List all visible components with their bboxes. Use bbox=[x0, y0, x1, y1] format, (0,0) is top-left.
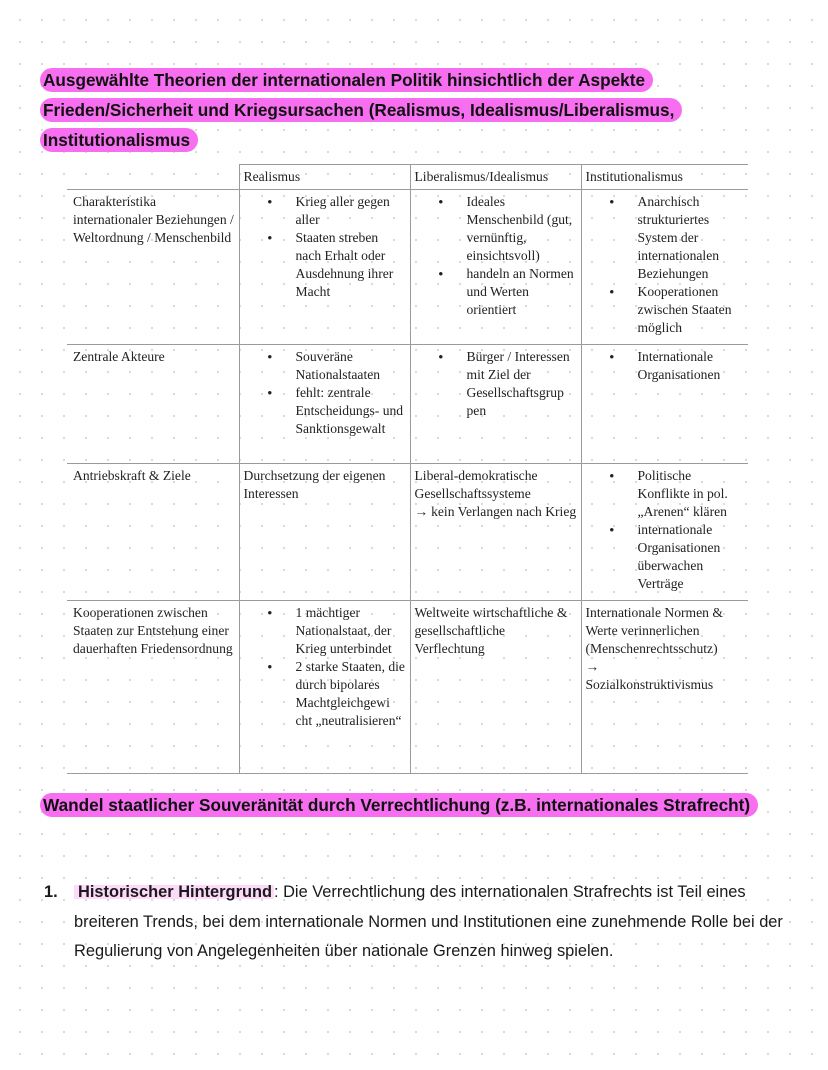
cell-text: Internationale Normen & Werte verinnerlichen (Menschenrechtsschutz) bbox=[585, 605, 723, 656]
theories-table bbox=[67, 164, 748, 774]
table-row bbox=[67, 464, 748, 601]
paragraph-text: : Die Verrechtlichung des internationalen Strafrechts ist Teil eines breiteren Trends, bei dem internationale Normen und Institutionen eine zunehmende Rolle bei der Regulierung von Angelegenheiten über nationale Grenzen hinweg spielen. bbox=[74, 883, 783, 960]
list-item: • Kooperationen zwischen Staaten möglich bbox=[586, 283, 746, 337]
cell-arrow-line bbox=[415, 503, 578, 521]
cell-realismus bbox=[239, 190, 410, 345]
arrow-icon: → bbox=[585, 659, 600, 674]
table-row bbox=[67, 601, 748, 774]
header-institutionalismus: Institutionalismus bbox=[581, 165, 748, 190]
numbered-paragraph bbox=[40, 878, 800, 967]
cell-liberalismus bbox=[410, 345, 581, 464]
cell-liberalismus: Weltweite wirtschaftliche & gesellschaftliche Verflechtung bbox=[410, 601, 581, 774]
list-item: • Souveräne Nationalstaaten bbox=[244, 348, 407, 384]
paragraph-label: Historischer Hintergrund bbox=[74, 883, 274, 901]
cell-realismus bbox=[239, 345, 410, 464]
paragraph-body bbox=[74, 878, 800, 967]
list-item: • 1 mächtiger Nationalstaat, der Krieg unterbindet bbox=[244, 604, 407, 658]
heading-highlight: Ausgewählte Theorien der internationalen Politik hinsichtlich der Aspekte Frieden/Sicherheit und Kriegsursachen (Realismus, Idealismus/Liberalismus, Institutionalismus bbox=[40, 68, 682, 152]
row-label: Antriebskraft & Ziele bbox=[67, 464, 239, 601]
cell-text: kein Verlangen nach Krieg bbox=[431, 504, 577, 519]
section-heading-souveraenitaet bbox=[40, 791, 792, 821]
section-heading-theories bbox=[40, 66, 792, 156]
header-realismus: Realismus bbox=[239, 165, 410, 190]
cell-text: Sozialkonstruktivismus bbox=[585, 677, 714, 692]
list-item: • internationale Organisationen überwachen Verträge bbox=[586, 521, 746, 593]
row-label: Kooperationen zwischen Staaten zur Entstehung einer dauerhaften Friedensordnung bbox=[67, 601, 239, 774]
list-number: 1. bbox=[44, 883, 58, 901]
list-item: • fehlt: zentrale Entscheidungs- und Sanktionsgewalt bbox=[244, 384, 407, 438]
cell-realismus bbox=[239, 601, 410, 774]
heading-highlight: Wandel staatlicher Souveränität durch Verrechtlichung (z.B. internationales Strafrecht) bbox=[40, 793, 758, 817]
header-liberalismus: Liberalismus/Idealismus bbox=[410, 165, 581, 190]
list-item: • Politische Konflikte in pol. „Arenen“ klären bbox=[586, 467, 746, 521]
cell-institutionalismus bbox=[581, 464, 748, 601]
cell-institutionalismus bbox=[581, 345, 748, 464]
cell-liberalismus bbox=[410, 464, 581, 601]
cell-institutionalismus bbox=[581, 190, 748, 345]
table-row bbox=[67, 345, 748, 464]
cell-liberalismus bbox=[410, 190, 581, 345]
arrow-icon: → bbox=[414, 504, 429, 519]
cell-institutionalismus bbox=[581, 601, 748, 774]
cell-text: Liberal-demokratische Gesellschaftssysteme bbox=[414, 468, 538, 501]
list-item: • Staaten streben nach Erhalt oder Ausdehnung ihrer Macht bbox=[244, 229, 407, 301]
list-item: • handeln an Normen und Werten orientiert bbox=[415, 265, 578, 319]
header-empty-cell bbox=[67, 165, 239, 190]
list-item: • Krieg aller gegen aller bbox=[244, 193, 407, 229]
row-label: Zentrale Akteure bbox=[67, 345, 239, 464]
cell-realismus: Durchsetzung der eigenen Interessen bbox=[239, 464, 410, 601]
row-label: Charakteristika internationaler Beziehungen / Weltordnung / Menschenbild bbox=[67, 190, 239, 345]
list-item: • Internationale Organisationen bbox=[586, 348, 746, 384]
list-item: • Anarchisch strukturiertes System der internationalen Beziehungen bbox=[586, 193, 746, 283]
table-row bbox=[67, 190, 748, 345]
list-item: • Ideales Menschenbild (gut, vernünftig, einsichtsvoll) bbox=[415, 193, 578, 265]
list-item: • 2 starke Staaten, die durch bipolares Machtgleichgewi cht „neutralisieren“ bbox=[244, 658, 407, 730]
list-item: • Bürger / Interessen mit Ziel der Gesellschaftsgrup pen bbox=[415, 348, 578, 420]
table-header-row bbox=[67, 165, 748, 190]
